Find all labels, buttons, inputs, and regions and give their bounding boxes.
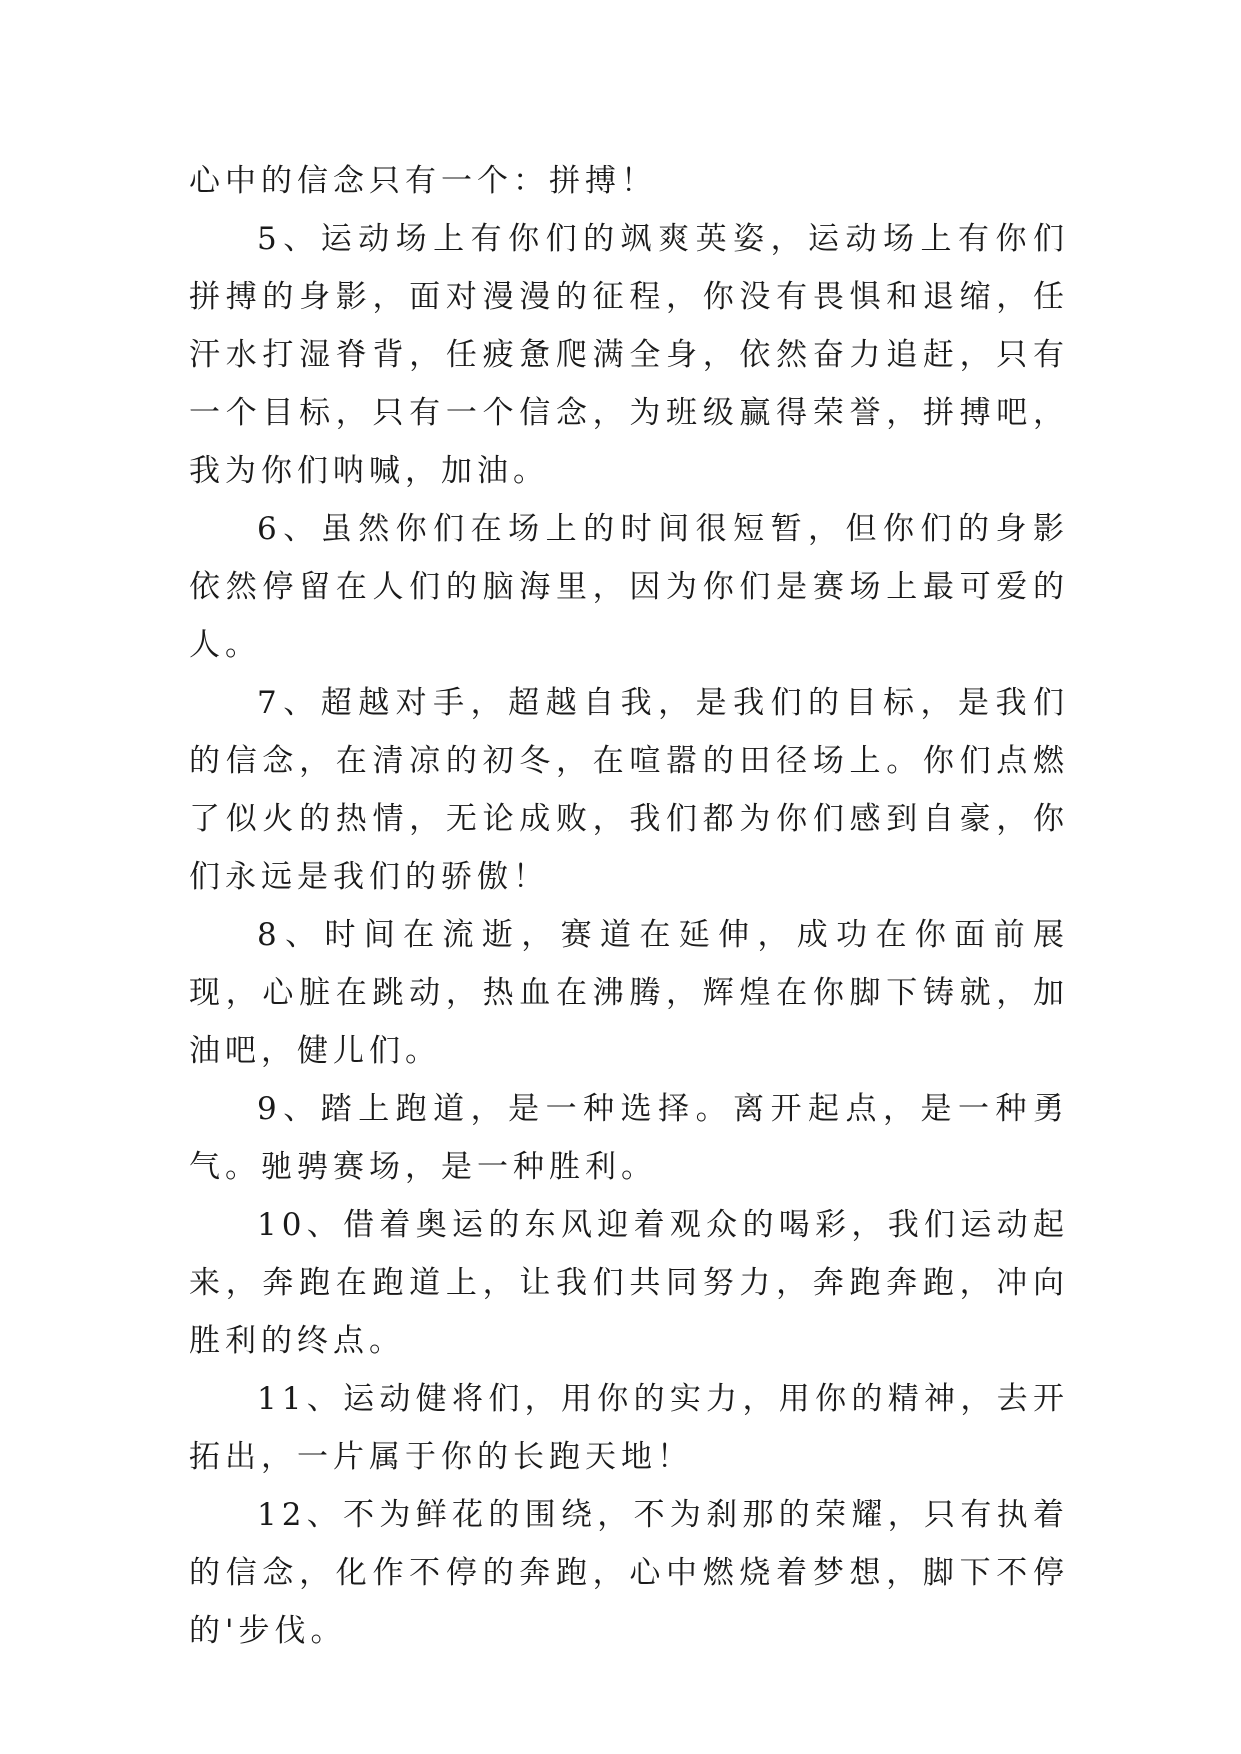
paragraph-item-7: 7、超越对手，超越自我，是我们的目标，是我们的信念，在清凉的初冬，在喧嚣的田径场上。你们点燃了似火的热情，无论成败，我们都为你们感到自豪，你们永远是我们的骄傲！ — [189, 685, 1069, 895]
paragraph-item-9: 9、踏上跑道，是一种选择。离开起点，是一种勇气。驰骋赛场，是一种胜利。 — [189, 1091, 1069, 1185]
paragraph-item-5: 5、运动场上有你们的飒爽英姿，运动场上有你们拼搏的身影，面对漫漫的征程，你没有畏惧和退缩，任汗水打湿脊背，任疲惫爬满全身，依然奋力追赶，只有一个目标，只有一个信念，为班级赢得荣誉，拼搏吧，我为你们呐喊，加油。 — [189, 221, 1069, 489]
paragraph-item-11: 11、运动健将们，用你的实力，用你的精神，去开拓出，一片属于你的长跑天地！ — [189, 1381, 1069, 1475]
paragraph-item-6: 6、虽然你们在场上的时间很短暂，但你们的身影依然停留在人们的脑海里，因为你们是赛场上最可爱的人。 — [189, 511, 1069, 663]
paragraph-item-12: 12、不为鲜花的围绕，不为刹那的荣耀，只有执着的信念，化作不停的奔跑，心中燃烧着梦想，脚下不停的'步伐。 — [189, 1497, 1069, 1649]
paragraph-continuation: 心中的信念只有一个：拼搏！ — [189, 163, 657, 199]
paragraph-item-8: 8、时间在流逝，赛道在延伸，成功在你面前展现，心脏在跳动，热血在沸腾，辉煌在你脚下铸就，加油吧，健儿们。 — [189, 917, 1069, 1069]
paragraph-item-10: 10、借着奥运的东风迎着观众的喝彩，我们运动起来，奔跑在跑道上，让我们共同努力，奔跑奔跑，冲向胜利的终点。 — [189, 1207, 1069, 1359]
document-body — [189, 152, 1069, 1660]
